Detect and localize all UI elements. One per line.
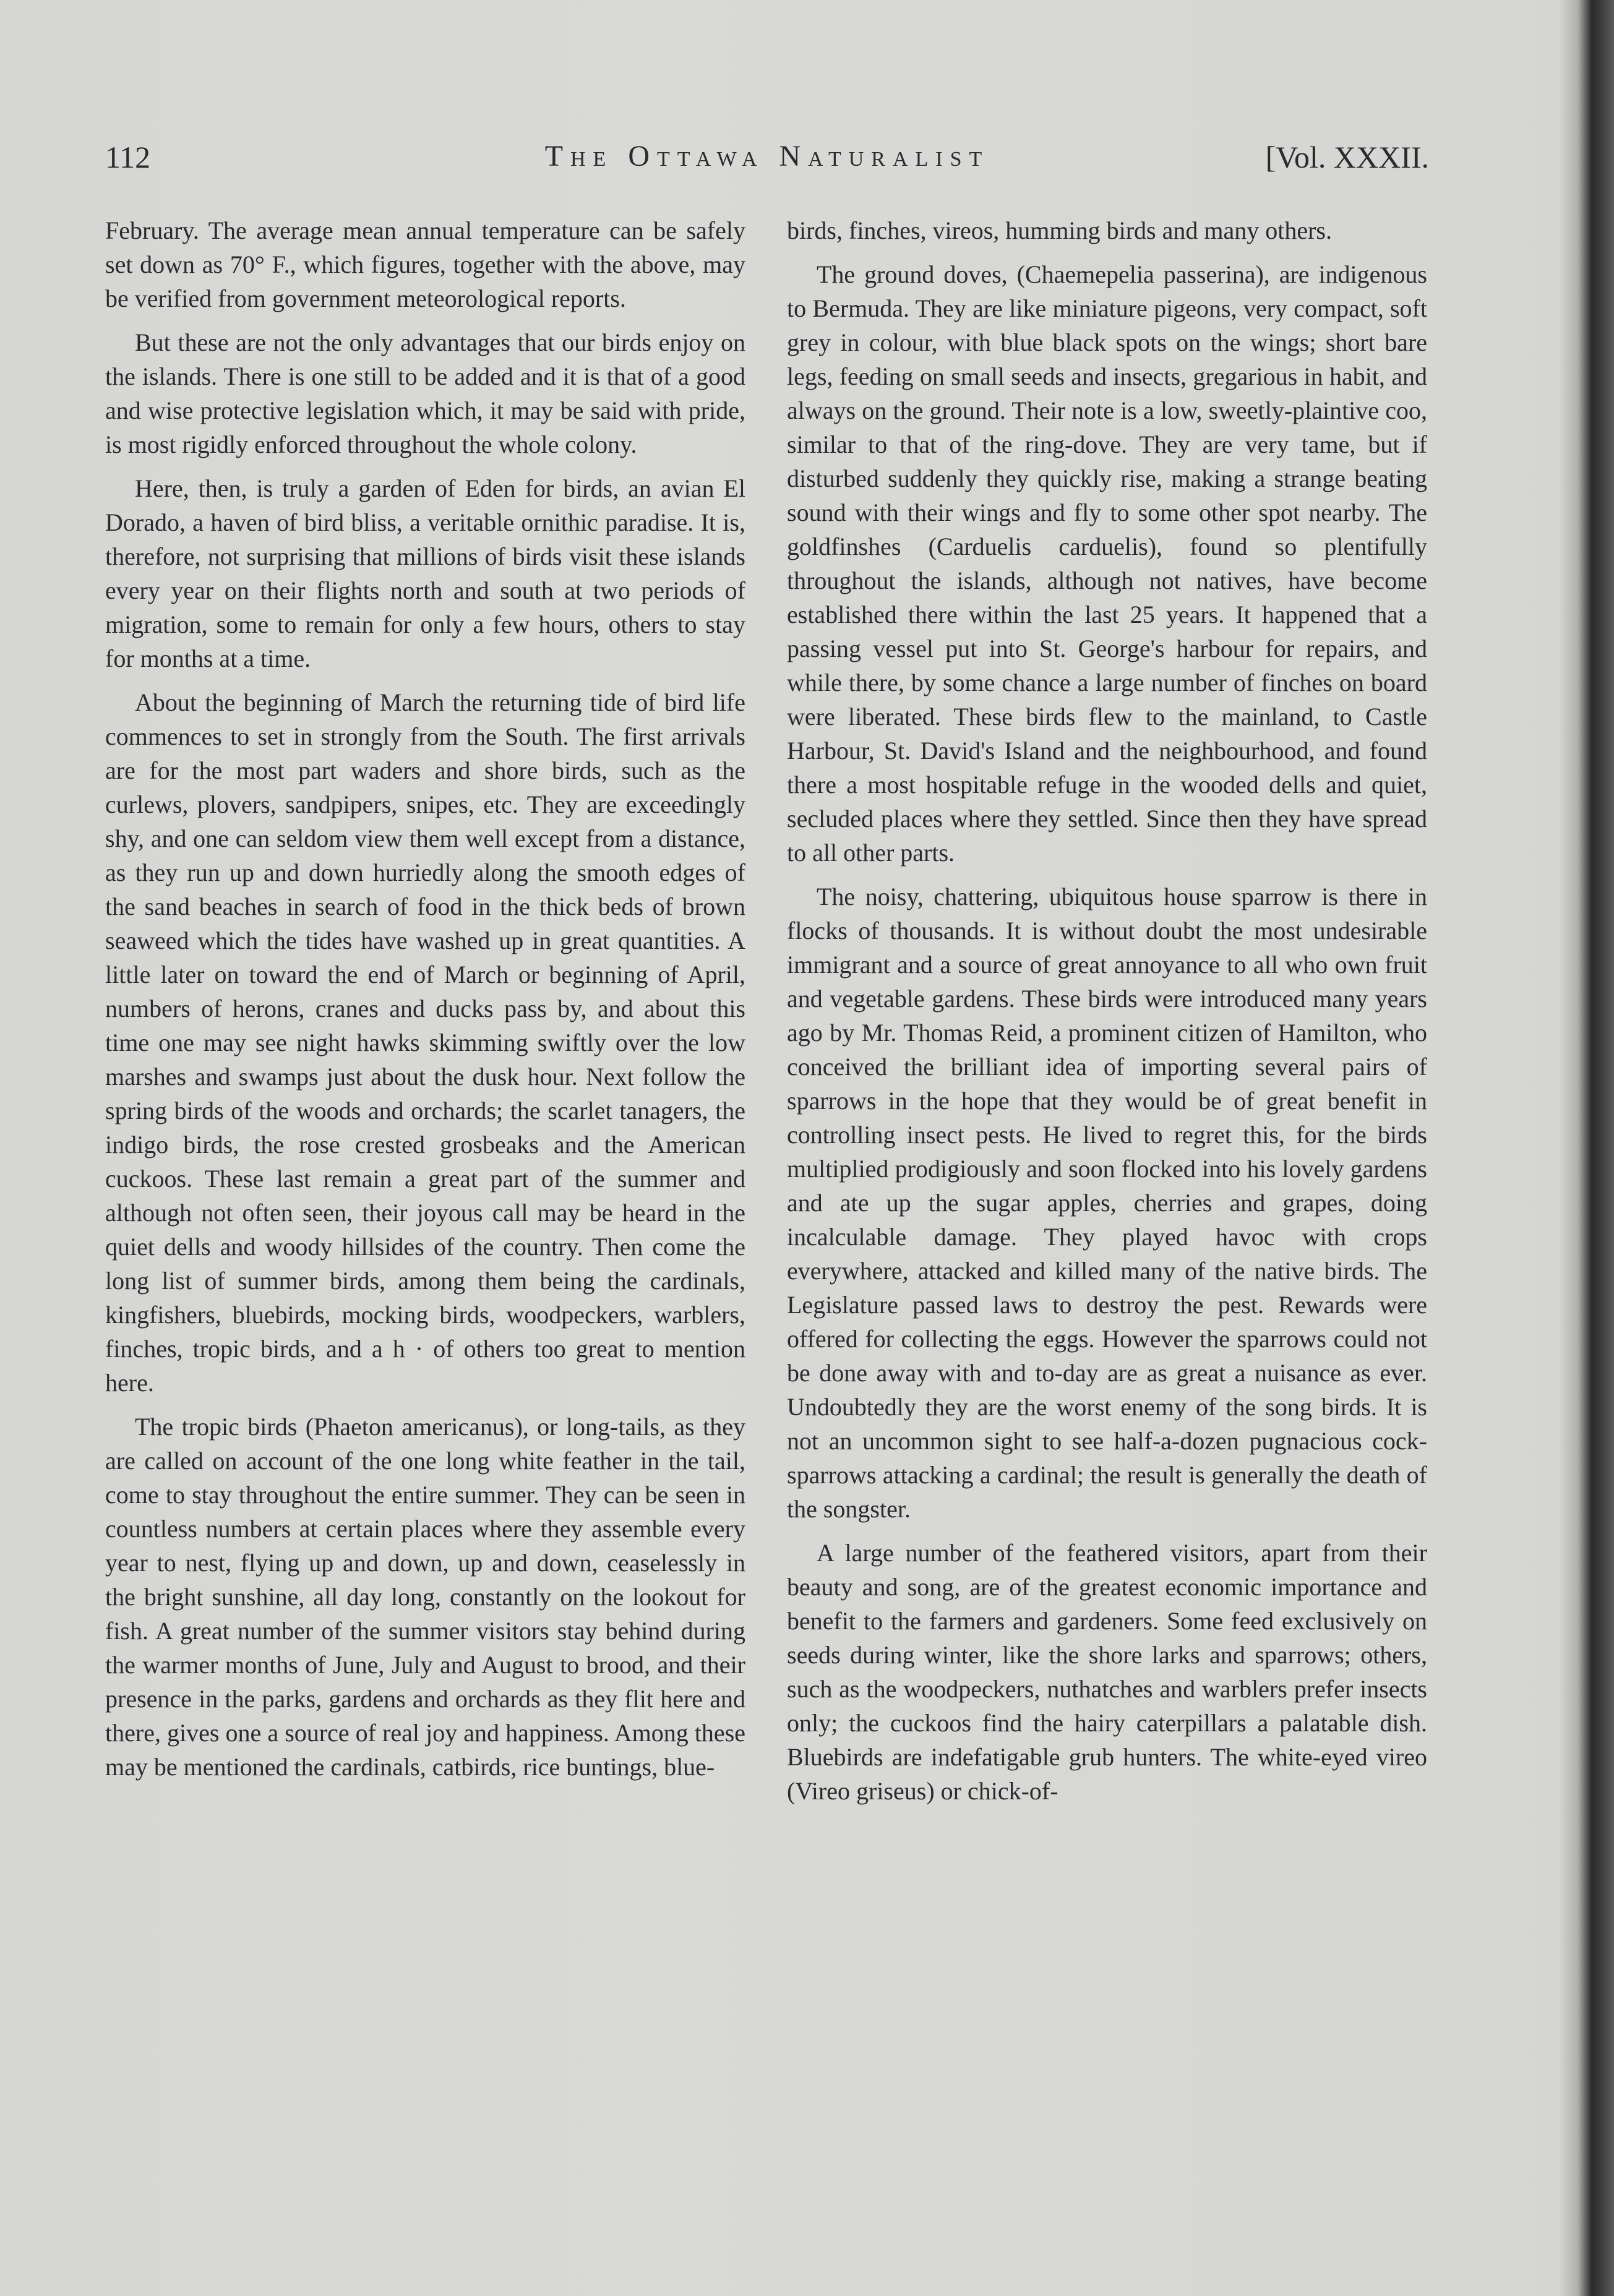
paragraph: About the beginning of March the returning tide of bird life commences to set in strongly from the South. The first arrivals are for the most part waders and shore birds, such as the curlews, plovers, sandpipers, snipes, etc. They are exceedingly shy, and one can seldom view them well except from a distance, as they run up and down hurriedly along the smooth edges of the sand beaches in search of food in the thick beds of brown seaweed which the tides have washed up in great quantities. A little later on toward the end of March or beginning of April, numbers of herons, cranes and ducks pass by, and about this time one may see night hawks skimming swiftly over the low marshes and swamps just about the dusk hour. Next follow the spring birds of the woods and orchards; the scarlet tanagers, the indigo birds, the rose crested grosbeaks and the American cuckoos. These last remain a great part of the summer and although not often seen, their joyous call may be heard in the quiet dells and woody hillsides of the country. Then come the long list of summer birds, among them being the cardinals, kingfishers, bluebirds, mocking birds, woodpeckers, warblers, finches, tropic birds, and a h · of others too great to mention here. bbox=[105, 688, 745, 1397]
page-edge-shadow bbox=[1558, 0, 1614, 2296]
paragraph: The ground doves, (Chaemepelia passerina), are indigenous to Bermuda. They are like miniature pigeons, very compact, soft grey in colour, with blue black spots on the wings; short bare legs, feeding on small seeds and insects, gregarious in habit, and always on the ground. Their note is a low, sweetly-plaintive coo, similar to that of the ring-dove. They are very tame, but if disturbed suddenly they quickly rise, making a strange beating sound with their wings and fly to some other spot nearby. The goldfinshes (Carduelis carduelis), found so plentifully throughout the islands, although not natives, have become established there within the last 25 years. It happened that a passing vessel put into St. George's harbour for repairs, and while there, by some chance a large number of finches on board were liberated. These birds flew to the mainland, to Castle Harbour, St. David's Island and the neighbourhood, and found there a most hospitable refuge in the wooded dells and quiet, secluded places where they settled. Since then they have spread to all other parts. bbox=[787, 260, 1427, 867]
paragraph: birds, finches, vireos, humming birds and many others. bbox=[787, 216, 1332, 244]
running-header bbox=[105, 139, 1429, 182]
paragraph: A large number of the feathered visitors, apart from their beauty and song, are of the greatest economic importance and benefit to the farmers and gardeners. Some feed exclusively on seeds during winter, like the shore larks and sparrows; others, such as the woodpeckers, nuthatches and warblers prefer insects only; the cuckoos find the hairy caterpillars a palatable dish. Bluebirds are indefatigable grub hunters. The white-eyed vireo (Vireo griseus) or chick-of- bbox=[787, 1539, 1427, 1805]
paragraph: But these are not the only advantages that our birds enjoy on the islands. There is one still to be added and it is that of a good and wise protective legislation which, it may be said with pride, is most rigidly enforced throughout the whole colony. bbox=[105, 328, 745, 458]
left-column bbox=[105, 213, 745, 1794]
running-title: The Ottawa Naturalist bbox=[544, 140, 990, 173]
volume-label: [Vol. XXXII. bbox=[1265, 140, 1429, 174]
right-column bbox=[787, 213, 1427, 1818]
page-number: 112 bbox=[105, 140, 151, 174]
paragraph: The noisy, chattering, ubiquitous house sparrow is there in flocks of thousands. It is without doubt the most undesirable immigrant and a source of great annoyance to all who own fruit and vegetable gardens. These birds were introduced many years ago by Mr. Thomas Reid, a prominent citizen of Hamilton, who conceived the brilliant idea of importing several pairs of sparrows in the hope that they would be of great benefit in controlling insect pests. He lived to regret this, for the birds multiplied prodigiously and soon flocked into his lovely gardens and ate up the sugar apples, cherries and grapes, doing incalculable damage. They played havoc with crops everywhere, attacked and killed many of the native birds. The Legislature passed laws to destroy the pest. Rewards were offered for collecting the eggs. However the sparrows could not be done away with and to-day are as great a nuisance as ever. Undoubtedly they are the worst enemy of the song birds. It is not an uncommon sight to see half-a-dozen pugnacious cock-sparrows attacking a cardinal; the result is generally the death of the songster. bbox=[787, 883, 1427, 1523]
paragraph: Here, then, is truly a garden of Eden for birds, an avian El Dorado, a haven of bird bliss, a veritable ornithic paradise. It is, therefore, not surprising that millions of birds visit these islands every year on their flights north and south at two periods of migration, some to remain for only a few hours, others to stay for months at a time. bbox=[105, 474, 745, 672]
paragraph: February. The average mean annual temperature can be safely set down as 70° F., which figures, together with the above, may be verified from government meteorological reports. bbox=[105, 216, 745, 312]
paragraph: The tropic birds (Phaeton americanus), or long-tails, as they are called on account of the one long white feather in the tail, come to stay throughout the entire summer. They can be seen in countless numbers at certain places where they assemble every year to nest, flying up and down, up and down, ceaselessly in the bright sunshine, all day long, constantly on the lookout for fish. A great number of the summer visitors stay behind during the warmer months of June, July and August to brood, and their presence in the parks, gardens and orchards as they flit here and there, gives one a source of real joy and happiness. Among these may be mentioned the cardinals, catbirds, rice buntings, blue- bbox=[105, 1413, 745, 1781]
